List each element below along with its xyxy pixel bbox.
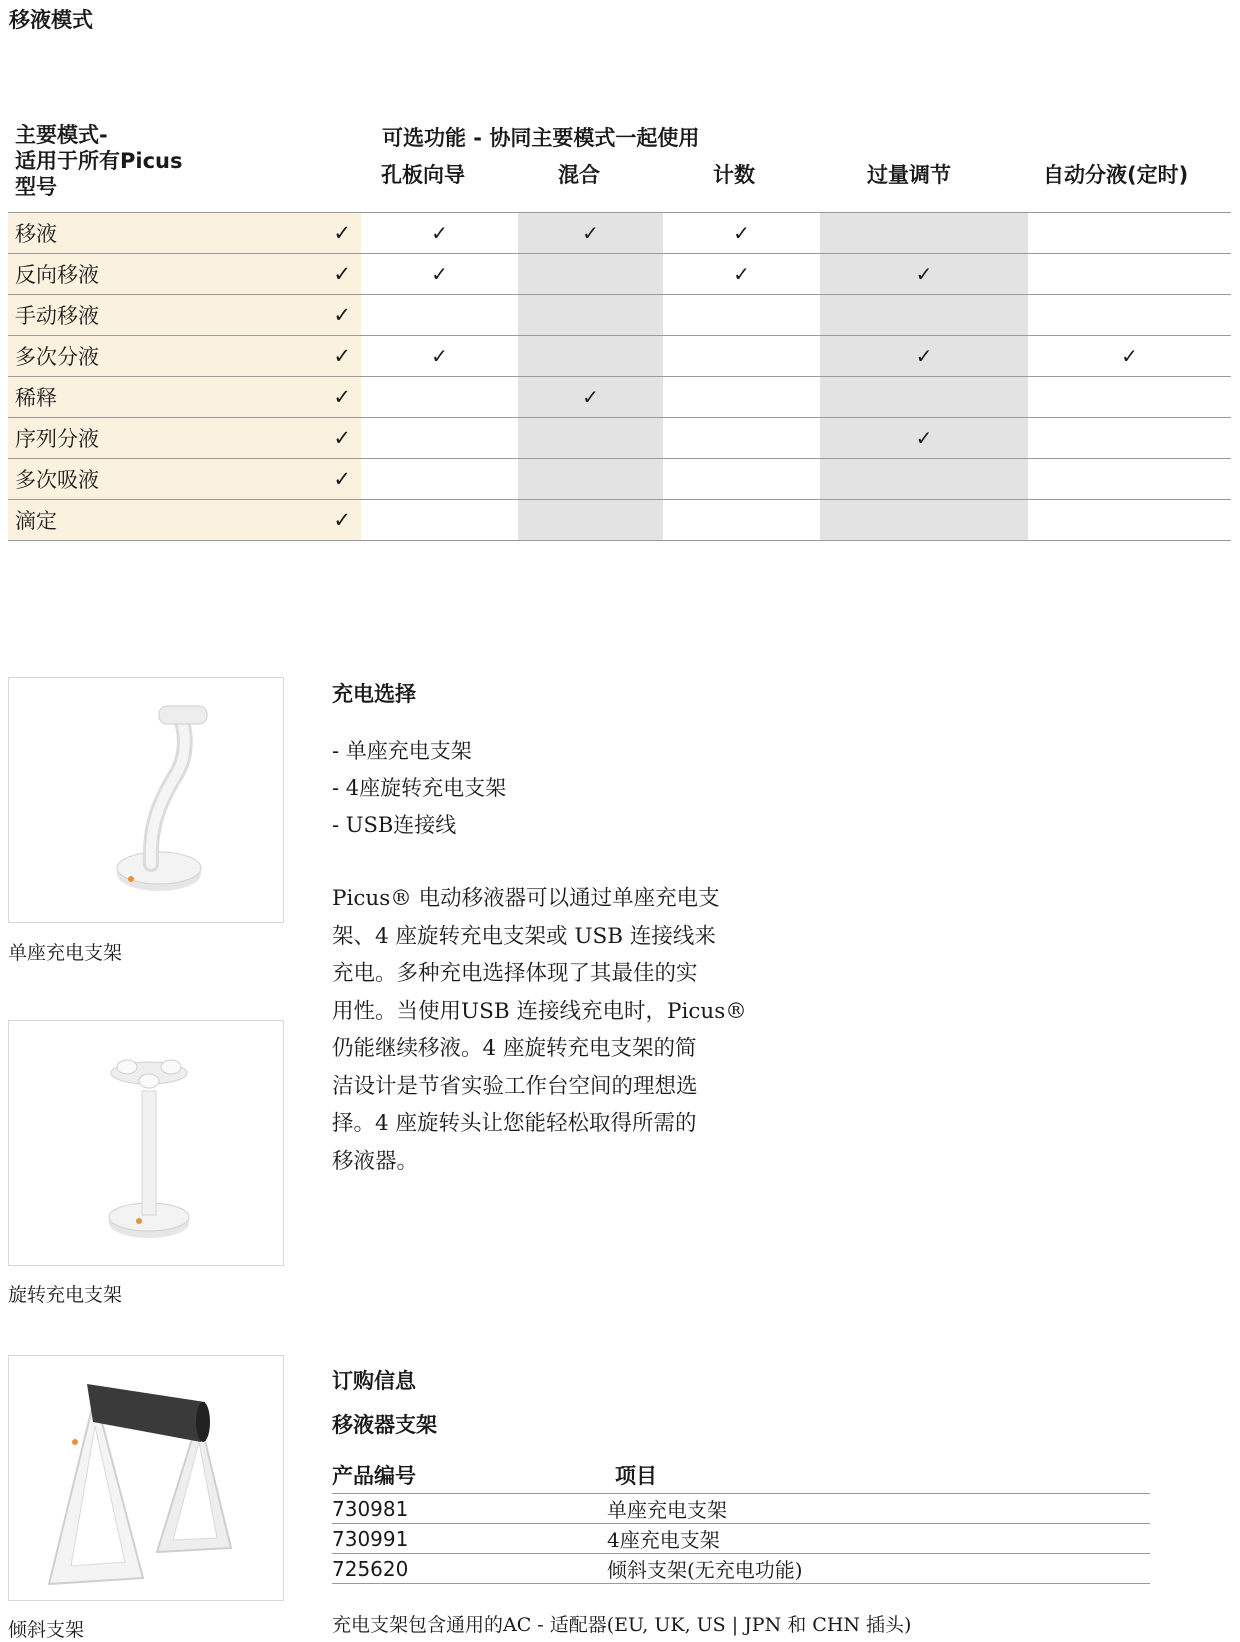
description-line: 架、4 座旋转充电支架或 USB 连接线来 <box>332 923 716 949</box>
table-row <box>8 500 1231 541</box>
table-row <box>8 459 1231 500</box>
base-mode-check: ✓ <box>256 500 361 541</box>
optional-feature-cell: ✓ <box>361 254 518 295</box>
mode-name: 多次分液 <box>8 336 256 377</box>
optional-feature-cell <box>663 295 820 336</box>
tilted-stand-caption: 倾斜支架 <box>8 1619 85 1641</box>
product-item: 4座充电支架 <box>607 1524 1150 1554</box>
optional-feature-cell <box>1028 418 1231 459</box>
optional-feature-cell <box>518 459 663 500</box>
column-header-plate-guide: 孔板向导 <box>381 163 465 187</box>
base-mode-check: ✓ <box>256 336 361 377</box>
optional-feature-cell <box>1028 254 1231 295</box>
product-code-header: 产品编号 <box>332 1457 607 1494</box>
list-item: - 4座旋转充电支架 <box>332 776 507 800</box>
table-row <box>8 213 1231 254</box>
optional-feature-cell <box>663 500 820 541</box>
optional-feature-cell: ✓ <box>1028 336 1231 377</box>
main-mode-header-line: 型号 <box>15 175 57 199</box>
optional-feature-cell <box>663 418 820 459</box>
single-stand-caption: 单座充电支架 <box>8 942 123 964</box>
optional-feature-cell <box>518 254 663 295</box>
mode-name: 序列分液 <box>8 418 256 459</box>
optional-feature-cell <box>663 459 820 500</box>
optional-feature-cell <box>1028 500 1231 541</box>
optional-feature-cell <box>1028 459 1231 500</box>
description-line: 移液器。 <box>332 1148 419 1174</box>
product-code: 730981 <box>332 1494 607 1524</box>
optional-feature-cell <box>518 295 663 336</box>
table-row <box>332 1554 1150 1584</box>
optional-feature-cell <box>820 377 1028 418</box>
list-item: - USB连接线 <box>332 813 457 837</box>
main-mode-header-line: 适用于所有Picus <box>15 149 183 173</box>
table-row <box>332 1524 1150 1554</box>
product-item: 倾斜支架(无充电功能) <box>607 1554 1150 1584</box>
optional-feature-cell: ✓ <box>820 254 1028 295</box>
base-mode-check: ✓ <box>256 213 361 254</box>
base-mode-check: ✓ <box>256 418 361 459</box>
charging-options-list <box>332 733 506 844</box>
table-row <box>8 418 1231 459</box>
optional-feature-cell <box>518 418 663 459</box>
product-code: 730991 <box>332 1524 607 1554</box>
optional-feature-cell <box>361 377 518 418</box>
optional-feature-cell: ✓ <box>518 213 663 254</box>
table-row <box>8 336 1231 377</box>
mode-name: 移液 <box>8 213 256 254</box>
optional-feature-cell <box>820 459 1028 500</box>
main-mode-header-line: 主要模式- <box>15 123 108 147</box>
adapter-footnote: 充电支架包含通用的AC - 适配器(EU, UK, US | JPN 和 CHN 插头) <box>332 1614 912 1636</box>
optional-feature-cell <box>663 377 820 418</box>
description-line: 择。4 座旋转头让您能轻松取得所需的 <box>332 1111 697 1136</box>
optional-feature-cell: ✓ <box>820 418 1028 459</box>
column-header-excess-adjust: 过量调节 <box>867 163 951 187</box>
description-line: 仍能继续移液。4 座旋转充电支架的简 <box>332 1036 697 1061</box>
product-code: 725620 <box>332 1554 607 1584</box>
list-item: - 单座充电支架 <box>332 739 472 763</box>
base-mode-check: ✓ <box>256 459 361 500</box>
optional-feature-cell <box>663 336 820 377</box>
table-row <box>332 1494 1150 1524</box>
description-line: Picus® 电动移液器可以通过单座充电支 <box>332 886 720 911</box>
optional-feature-cell <box>518 336 663 377</box>
single-charging-stand-image <box>8 677 284 923</box>
charging-options-title: 充电选择 <box>332 682 416 706</box>
description-line: 用性。当使用USB 连接线充电时，Picus® <box>332 998 747 1024</box>
pipetting-modes-table <box>8 212 1231 541</box>
tilted-stand-image <box>8 1355 284 1601</box>
optional-feature-cell: ✓ <box>361 336 518 377</box>
carousel-charging-stand-image <box>8 1020 284 1266</box>
column-header-auto-dispense: 自动分液(定时) <box>1043 163 1189 187</box>
base-mode-check: ✓ <box>256 295 361 336</box>
optional-feature-cell: ✓ <box>663 254 820 295</box>
optional-feature-cell <box>1028 295 1231 336</box>
optional-feature-cell <box>1028 213 1231 254</box>
main-mode-header <box>15 122 225 200</box>
table-row <box>8 377 1231 418</box>
optional-feature-cell <box>1028 377 1231 418</box>
ordering-table <box>332 1457 1150 1584</box>
base-mode-check: ✓ <box>256 377 361 418</box>
mode-name: 稀释 <box>8 377 256 418</box>
charging-description <box>332 880 762 1180</box>
optional-feature-cell <box>820 213 1028 254</box>
mode-name: 多次吸液 <box>8 459 256 500</box>
base-mode-check: ✓ <box>256 254 361 295</box>
mode-name: 滴定 <box>8 500 256 541</box>
description-line: 充电。多种充电选择体现了其最佳的实 <box>332 961 698 986</box>
mode-name: 手动移液 <box>8 295 256 336</box>
optional-feature-cell: ✓ <box>361 213 518 254</box>
description-line: 洁设计是节省实验工作台空间的理想选 <box>332 1073 698 1099</box>
ordering-info-title: 订购信息 <box>332 1369 416 1393</box>
optional-feature-cell: ✓ <box>663 213 820 254</box>
table-row <box>8 295 1231 336</box>
optional-feature-cell <box>361 295 518 336</box>
product-item: 单座充电支架 <box>607 1494 1150 1524</box>
optional-features-header: 可选功能 - 协同主要模式一起使用 <box>382 126 700 150</box>
item-header: 项目 <box>607 1457 1150 1494</box>
page-title: 移液模式 <box>9 8 93 32</box>
optional-feature-cell <box>820 500 1028 541</box>
optional-feature-cell: ✓ <box>518 377 663 418</box>
mode-name: 反向移液 <box>8 254 256 295</box>
column-header-counting: 计数 <box>713 163 755 187</box>
optional-feature-cell: ✓ <box>820 336 1028 377</box>
optional-feature-cell <box>361 418 518 459</box>
pipette-stands-subtitle: 移液器支架 <box>332 1413 437 1437</box>
optional-feature-cell <box>361 500 518 541</box>
optional-feature-cell <box>361 459 518 500</box>
optional-feature-cell <box>518 500 663 541</box>
optional-feature-cell <box>820 295 1028 336</box>
column-header-mixing: 混合 <box>558 163 600 187</box>
table-row <box>8 254 1231 295</box>
carousel-stand-caption: 旋转充电支架 <box>8 1284 123 1306</box>
